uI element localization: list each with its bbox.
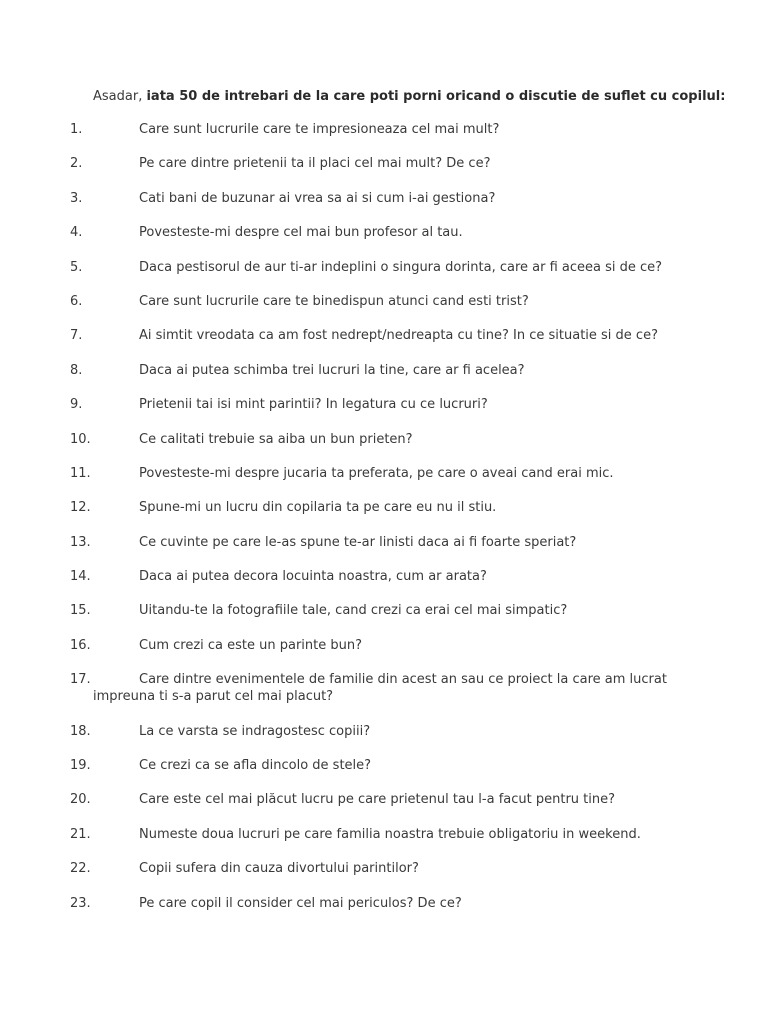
question-number: 8. <box>70 362 83 378</box>
question-item <box>0 723 768 757</box>
question-item <box>0 431 768 465</box>
question-item <box>0 602 768 636</box>
question-item <box>0 860 768 894</box>
intro-line <box>93 88 725 105</box>
question-item <box>0 155 768 189</box>
question-item <box>0 293 768 327</box>
question-number: 12. <box>70 500 91 516</box>
question-number: 7. <box>70 328 83 344</box>
question-item <box>0 465 768 499</box>
question-number: 23. <box>70 895 91 911</box>
question-text: Uitandu-te la fotografiile tale, cand crezi ca erai cel mai simpatic? <box>139 603 568 619</box>
question-number: 6. <box>70 293 83 309</box>
question-item <box>0 791 768 825</box>
question-number: 2. <box>70 156 83 172</box>
question-number: 5. <box>70 259 83 275</box>
question-text: Daca ai putea decora locuinta noastra, cum ar arata? <box>139 569 487 585</box>
question-number: 17. <box>70 672 91 688</box>
question-text: Ce cuvinte pe care le-as spune te-ar linisti daca ai fi foarte speriat? <box>139 534 577 550</box>
question-number: 9. <box>70 397 83 413</box>
question-number: 19. <box>70 758 91 774</box>
question-item <box>0 396 768 430</box>
intro-prefix: Asadar, <box>93 89 147 104</box>
question-number: 10. <box>70 431 91 447</box>
question-text: Cati bani de buzunar ai vrea sa ai si cum i-ai gestiona? <box>139 190 496 206</box>
question-number: 15. <box>70 603 91 619</box>
question-text: Care este cel mai plăcut lucru pe care prietenul tau l-a facut pentru tine? <box>139 792 616 808</box>
question-text: Copii sufera din cauza divortului parintilor? <box>139 861 419 877</box>
question-item <box>0 534 768 568</box>
question-number: 16. <box>70 637 91 653</box>
question-text-continuation: impreuna ti s-a parut cel mai placut? <box>93 689 334 705</box>
question-number: 22. <box>70 861 91 877</box>
question-text: Care sunt lucrurile care te impresioneaza cel mai mult? <box>139 122 500 137</box>
question-item <box>0 327 768 361</box>
question-text: Daca pestisorul de aur ti-ar indeplini o singura dorinta, care ar fi aceea si de ce? <box>139 259 663 275</box>
question-text: Care sunt lucrurile care te binedispun atunci cand esti trist? <box>139 293 529 309</box>
question-item <box>0 362 768 396</box>
question-item <box>0 190 768 224</box>
question-text: Ce crezi ca se afla dincolo de stele? <box>139 758 372 774</box>
question-text: Povesteste-mi despre jucaria ta preferata, pe care o aveai cand erai mic. <box>139 465 614 481</box>
question-item <box>0 757 768 791</box>
question-item <box>0 224 768 258</box>
question-item <box>0 259 768 293</box>
question-text: Pe care copil il consider cel mai periculos? De ce? <box>139 895 462 911</box>
question-number: 1. <box>70 122 83 137</box>
question-number: 21. <box>70 826 91 842</box>
question-number: 4. <box>70 225 83 241</box>
question-text: Pe care dintre prietenii ta il placi cel mai mult? De ce? <box>139 156 491 172</box>
question-number: 18. <box>70 723 91 739</box>
question-text: Daca ai putea schimba trei lucruri la tine, care ar fi acelea? <box>139 362 525 378</box>
question-text: Numeste doua lucruri pe care familia noastra trebuie obligatoriu in weekend. <box>139 826 641 842</box>
question-item <box>0 568 768 602</box>
question-list <box>0 121 768 929</box>
question-text: Ce calitati trebuie sa aiba un bun prieten? <box>139 431 413 447</box>
question-item <box>0 121 768 155</box>
question-number: 13. <box>70 534 91 550</box>
question-number: 3. <box>70 190 83 206</box>
question-item <box>0 895 768 929</box>
question-number: 14. <box>70 569 91 585</box>
question-number: 11. <box>70 465 91 481</box>
intro-bold-text: iata 50 de intrebari de la care poti porni oricand o discutie de suflet cu copilul: <box>146 89 726 104</box>
question-text: Spune-mi un lucru din copilaria ta pe care eu nu il stiu. <box>139 500 497 516</box>
question-number: 20. <box>70 792 91 808</box>
question-text: Care dintre evenimentele de familie din acest an sau ce proiect la care am lucrat <box>139 672 667 688</box>
question-text: La ce varsta se indragostesc copiii? <box>139 723 371 739</box>
question-text: Ai simtit vreodata ca am fost nedrept/nedreapta cu tine? In ce situatie si de ce? <box>139 328 658 344</box>
question-item <box>0 671 768 722</box>
question-text: Povesteste-mi despre cel mai bun profesor al tau. <box>139 225 463 241</box>
question-item <box>0 499 768 533</box>
question-item <box>0 637 768 671</box>
question-item <box>0 826 768 860</box>
question-text: Cum crezi ca este un parinte bun? <box>139 637 363 653</box>
question-text: Prietenii tai isi mint parintii? In legatura cu ce lucruri? <box>139 397 488 413</box>
